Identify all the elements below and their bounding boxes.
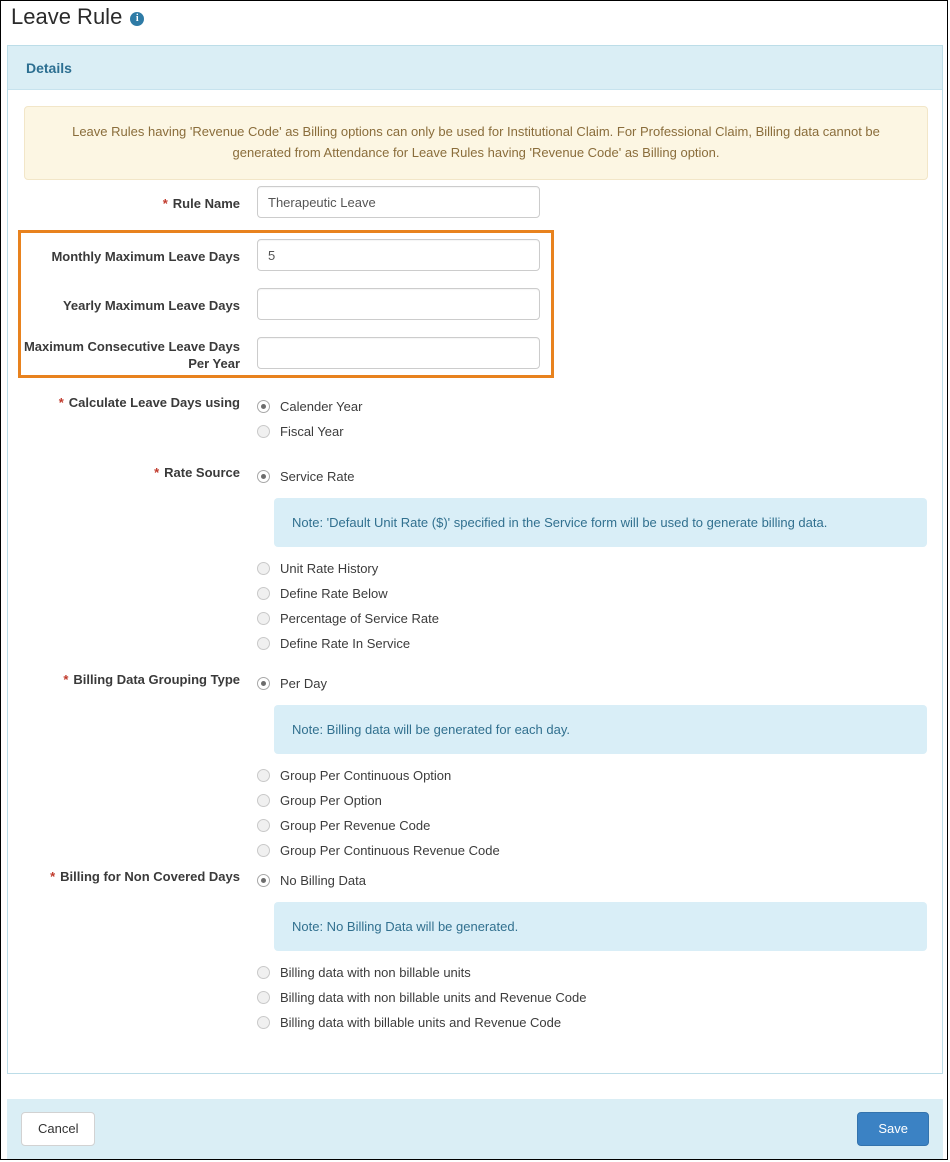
details-card xyxy=(7,45,943,1074)
radio-option-percentage-of-service-rate[interactable] xyxy=(257,606,942,631)
field-row-billing-non-covered xyxy=(8,868,942,1035)
radio-icon[interactable] xyxy=(257,470,270,483)
radio-icon[interactable] xyxy=(257,794,270,807)
radio-label: Billing data with billable units and Revenue Code xyxy=(280,1015,562,1030)
radio-label: Define Rate In Service xyxy=(280,636,411,651)
radio-icon[interactable] xyxy=(257,966,270,979)
billing-non-covered-label: Billing for Non Covered Days xyxy=(60,869,240,884)
yearly-max-field-cell xyxy=(240,288,942,320)
info-icon[interactable]: i xyxy=(130,12,144,26)
details-header-title: Details xyxy=(26,59,72,76)
yearly-max-label-cell xyxy=(8,288,240,314)
radio-label: No Billing Data xyxy=(280,873,366,888)
rate-source-note: Note: 'Default Unit Rate ($)' specified in the Service form will be used to generate billing data. xyxy=(274,498,927,547)
radio-option-per-day[interactable] xyxy=(257,671,942,696)
rate-source-label-cell xyxy=(8,464,240,481)
save-button[interactable]: Save xyxy=(857,1112,929,1146)
radio-icon[interactable] xyxy=(257,587,270,600)
radio-icon[interactable] xyxy=(257,637,270,650)
billing-grouping-label: Billing Data Grouping Type xyxy=(73,672,240,687)
radio-label: Per Day xyxy=(280,676,327,691)
billing-non-covered-label-cell xyxy=(8,868,240,885)
details-card-body xyxy=(8,90,942,1073)
radio-option-non-billable-units[interactable] xyxy=(257,960,942,985)
field-row-max-consecutive xyxy=(8,337,942,372)
radio-option-fiscal-year[interactable] xyxy=(257,419,942,444)
cancel-button[interactable]: Cancel xyxy=(21,1112,95,1146)
radio-option-calender-year[interactable] xyxy=(257,394,942,419)
billing-grouping-options xyxy=(240,671,942,863)
radio-option-group-per-option[interactable] xyxy=(257,788,942,813)
field-row-rate-source xyxy=(8,464,942,656)
radio-option-group-per-continuous-revenue-code[interactable] xyxy=(257,838,942,863)
required-indicator: * xyxy=(50,869,56,884)
billing-grouping-note: Note: Billing data will be generated for each day. xyxy=(274,705,927,754)
radio-option-define-rate-below[interactable] xyxy=(257,581,942,606)
radio-icon[interactable] xyxy=(257,819,270,832)
radio-icon[interactable] xyxy=(257,562,270,575)
radio-option-no-billing-data[interactable] xyxy=(257,868,942,893)
radio-icon[interactable] xyxy=(257,844,270,857)
radio-label: Billing data with non billable units xyxy=(280,965,471,980)
field-row-billing-grouping xyxy=(8,671,942,863)
radio-icon[interactable] xyxy=(257,677,270,690)
radio-label: Calender Year xyxy=(280,399,363,414)
radio-icon[interactable] xyxy=(257,400,270,413)
required-indicator: * xyxy=(58,395,64,410)
rate-source-label: Rate Source xyxy=(164,465,240,480)
page-header xyxy=(11,3,144,31)
radio-option-unit-rate-history[interactable] xyxy=(257,556,942,581)
radio-icon[interactable] xyxy=(257,991,270,1004)
radio-label: Group Per Continuous Option xyxy=(280,768,452,783)
radio-label: Group Per Option xyxy=(280,793,382,808)
radio-icon[interactable] xyxy=(257,1016,270,1029)
form-footer xyxy=(7,1099,943,1159)
required-indicator: * xyxy=(63,672,69,687)
required-indicator: * xyxy=(162,196,168,211)
radio-icon[interactable] xyxy=(257,769,270,782)
max-consecutive-label: Maximum Consecutive Leave Days Per Year xyxy=(23,339,240,371)
rule-name-input[interactable] xyxy=(257,186,540,218)
rule-name-label: Rule Name xyxy=(172,196,240,211)
radio-label: Fiscal Year xyxy=(280,424,344,439)
max-consecutive-label-cell xyxy=(8,337,240,372)
radio-option-service-rate[interactable] xyxy=(257,464,942,489)
radio-label: Group Per Continuous Revenue Code xyxy=(280,843,500,858)
rate-source-options xyxy=(240,464,942,656)
monthly-max-input[interactable] xyxy=(257,239,540,271)
billing-non-covered-options xyxy=(240,868,942,1035)
max-consecutive-field-cell xyxy=(240,337,942,369)
radio-label: Group Per Revenue Code xyxy=(280,818,431,833)
required-indicator: * xyxy=(154,465,160,480)
billing-grouping-label-cell xyxy=(8,671,240,688)
field-row-yearly-max xyxy=(8,288,942,320)
calculate-leave-days-label: Calculate Leave Days using xyxy=(68,395,240,410)
yearly-max-label: Yearly Maximum Leave Days xyxy=(62,298,240,313)
max-consecutive-input[interactable] xyxy=(257,337,540,369)
field-row-rule-name xyxy=(8,186,942,218)
radio-icon[interactable] xyxy=(257,612,270,625)
page-title: Leave Rule xyxy=(11,4,123,29)
radio-label: Billing data with non billable units and Revenue Code xyxy=(280,990,587,1005)
radio-option-billable-units-revenue-code[interactable] xyxy=(257,1010,942,1035)
radio-label: Define Rate Below xyxy=(280,586,388,601)
radio-label: Percentage of Service Rate xyxy=(280,611,439,626)
yearly-max-input[interactable] xyxy=(257,288,540,320)
radio-icon[interactable] xyxy=(257,425,270,438)
monthly-max-label: Monthly Maximum Leave Days xyxy=(51,249,240,264)
calculate-leave-days-label-cell xyxy=(8,394,240,411)
radio-option-non-billable-units-revenue-code[interactable] xyxy=(257,985,942,1010)
monthly-max-label-cell xyxy=(8,239,240,265)
warning-banner: Leave Rules having 'Revenue Code' as Billing options can only be used for Institutional Claim. For Professional Claim, Billing data cannot be generated from Attendance for Leave Rules having 'Revenue Code' as Billing option. xyxy=(24,106,928,180)
radio-option-define-rate-in-service[interactable] xyxy=(257,631,942,656)
rule-name-label-cell xyxy=(8,186,240,212)
field-row-calculate-leave-days xyxy=(8,394,942,444)
radio-icon[interactable] xyxy=(257,874,270,887)
details-card-header xyxy=(8,46,942,90)
rule-name-field-cell xyxy=(240,186,942,218)
monthly-max-field-cell xyxy=(240,239,942,271)
radio-option-group-per-revenue-code[interactable] xyxy=(257,813,942,838)
radio-label: Unit Rate History xyxy=(280,561,379,576)
billing-non-covered-note: Note: No Billing Data will be generated. xyxy=(274,902,927,951)
calculate-leave-days-options xyxy=(240,394,942,444)
field-row-monthly-max xyxy=(8,239,942,271)
radio-label: Service Rate xyxy=(280,469,355,484)
radio-option-group-per-continuous-option[interactable] xyxy=(257,763,942,788)
